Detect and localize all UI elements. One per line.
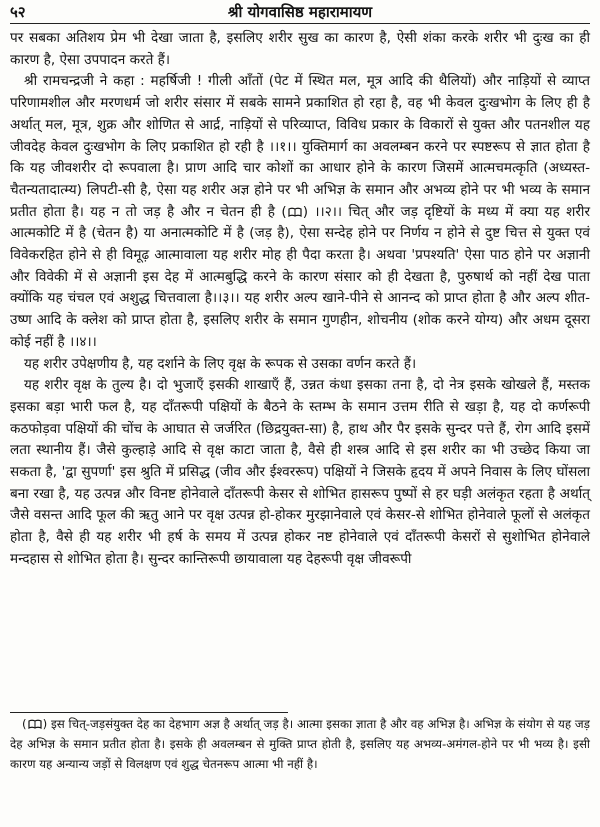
open-book-icon: [288, 207, 302, 217]
page-number: ५२: [10, 3, 26, 21]
paragraph-rama-speech: श्री रामचन्द्रजी ने कहा : महर्षिजी ! गीली आँतों (पेट में स्थित मल, मूत्र आदि की थैलियों) और नाड़ियों से व्याप्त परिणामशील और मरणधर्म जो शरीर संसार में सबके सामने प्रकाशित हो रहा है, वह भी केवल दुःखभोग के लिए ही है अर्थात् मल, मूत्र, शुक्र और शोणित से आर्द्र, नाड़ियों से परिव्याप्त, विविध प्रकार के विकारों से युक्त और पतनशील यह जीवदेह केवल दुःखभोग के लिए प्रकाशित हो रही है ।।१।। युक्तिमार्ग का अवलम्बन करने पर स्पष्टरूप से ज्ञात होता है कि यह जीवशरीर दो रूपवाला है। प्राण आदि चार कोशों का आधार होने के कारण जिसमें आत्मचमत्कृति (अध्यस्त-चैतन्यतादात्म्य) लिपटी-सी है, ऐसा यह शरीर अज्ञ होने पर भी अभिज्ञ के समान और अभव्य होने पर भी भव्य के समान प्रतीत होता है। यह न तो जड़ है और न चेतन ही है ( ) ।।२।। चित् और जड़ दृष्टियों के मध्य में क्या यह शरीर आत्मकोटि में है (चेतन है) या अनात्मकोटि में है (जड़ है), ऐसा सन्देह होने पर निर्णय न होने से दुष्ट चित्त से युक्त एवं विवेकरहित होने से ही विमूढ़ आत्मावाला यह शरीर मोह ही पैदा करता है। अथवा 'प्रपश्यति' ऐसा पाठ होने पर अज्ञानी और विवेकी में से अज्ञानी इस देह में आत्मबुद्धि करने के कारण संसार को ही देखता है, पुरुषार्थ को नहीं देख पाता क्योंकि यह चंचल एवं अशुद्ध चित्तवाला है।।३।। यह शरीर अल्प खाने-पीने से आनन्द को प्राप्त होता है और अल्प शीत-उष्ण आदि के क्लेश को प्राप्त होता है, इसलिए शरीर के समान गुणहीन, शोचनीय (शोक करने योग्य) और अधम दूसरा कोई नहीं है ।।४।।: [10, 73, 591, 350]
paragraph-tree-intro: यह शरीर उपेक्षणीय है, यह दर्शाने के लिए वृक्ष के रूपक से उसका वर्णन करते हैं।: [24, 355, 417, 372]
paragraph-tree-metaphor: यह शरीर वृक्ष के तुल्य है। दो भुजाएँ इसकी शाखाएँ हैं, उन्नत कंधा इसका तना है, दो नेत्र इसके खोखले हैं, मस्तक इसका बड़ा भारी फल है, यह दाँतरूपी पक्षियों के बैठने के स्तम्भ के समान उत्तम रीति से खड़ा है, यह दो कर्णरूपी कठफोड़वा पक्षियों की चोंच के आघात से जर्जरित (छिद्रयुक्त-सा) है, हाथ और पैर इसके सुन्दर पत्ते हैं, रोग आदि इसमें लता स्थानीय हैं। जैसे कुल्हाड़े आदि से वृक्ष काटा जाता है, वैसे ही शस्त्र आदि से इस शरीर का भी उच्छेद किया जा सकता है, 'द्वा सुपर्णा' इस श्रुति में प्रसिद्ध (जीव और ईश्वररूप) पक्षियों ने जिसके हृदय में अपने निवास के लिए घोंसला बना रखा है, यह उत्पन्न और विनष्ट होनेवाले दाँतरूपी केसर से शोभित हासरूप पुष्पों से हर घड़ी अलंकृत रहता है अर्थात् जैसे वसन्त आदि फूल की ऋतु आने पर वृक्ष उत्पन्न हो-होकर मुरझानेवाले एवं केसर-से शोभित होनेवाले फूलों से अलंकृत होता है, वैसे ही यह शरीर भी हर्ष के समय में उत्पन्न होकर नष्ट होनेवाले एवं दाँतरूपी केसरों से सुशोभित होनेवाले मन्दहास से शोभित होता है। सुन्दर कान्तिरूपी छायावाला यह देहरूपी वृक्ष जीवरूपी: [10, 377, 590, 567]
footnote-paragraph: [10, 715, 590, 774]
running-title: श्री योगवासिष्ठ महारामायण: [227, 3, 373, 21]
footnote: [10, 715, 590, 774]
footnote-book-icon: [28, 719, 42, 729]
footnote-text: इस चित्-जड़संयुक्त देह का देहभाग अज्ञ है अर्थात् जड़ है। आत्मा इसका ज्ञाता है और वह अभिज्ञ है। अभिज्ञ के संयोग से यह जड़ देह अभिज्ञ के समान प्रतीत होता है। इसके ही अवलम्बन से मुक्ति प्राप्त होती है, इसलिए यह अभव्य-अमंगल-होने पर भी भव्य है। इसी कारण यह अन्यान्य जड़ों से विलक्षण एवं शुद्ध चेतनरूप आत्मा भी नहीं है।: [10, 717, 590, 771]
footnote-open-paren: (: [22, 717, 27, 731]
footnote-rule: [10, 712, 288, 713]
page-header: [10, 0, 590, 24]
main-text: [10, 28, 590, 571]
paragraph-intro: पर सबका अतिशय प्रेम भी देखा जाता है, इसलिए शरीर सुख का कारण है, ऐसी शंका करके शरीर भी दुःख का ही कारण है, ऐसा उपपादन करते हैं।: [10, 30, 590, 68]
paragraph-rama-speech-text: श्री रामचन्द्रजी ने कहा : महर्षिजी ! गीली आँतों (पेट में स्थित मल, मूत्र आदि की थैलियों) और नाड़ियों से व्याप्त परिणामशील और मरणधर्म जो शरीर संसार में सबके सामने प्रकाशित हो रहा है, वह भी केवल दुःखभोग के लिए ही है अर्थात् मल, मूत्र, शुक्र और शोणित से आर्द्र, नाड़ियों से परिव्याप्त, विविध प्रकार के विकारों से युक्त और पतनशील यह जीवदेह केवल दुःखभोग के लिए प्रकाशित हो रही है ।।१।। युक्तिमार्ग का अवलम्बन करने पर स्पष्टरूप से ज्ञात होता है कि यह जीवशरीर दो रूपवाला है। प्राण आदि चार कोशों का आधार होने के कारण जिसमें आत्मचमत्कृति (अध्यस्त-चैतन्यतादात्म्य) लिपटी-सी है, ऐसा यह शरीर अज्ञ होने पर भी अभिज्ञ के समान और अभव्य होने पर भी भव्य के समान प्रतीत होता है। यह न तो जड़ है और न चेतन ही है: [10, 73, 590, 220]
paragraph-rama-speech-cont: ।।२।। चित् और जड़ दृष्टियों के मध्य में क्या यह शरीर आत्मकोटि में है (चेतन है) या अनात्मकोटि में है (जड़ है), ऐसा सन्देह होने पर निर्णय न होने से दुष्ट चित्त से युक्त एवं विवेकरहित होने से ही विमूढ़ आत्मावाला यह शरीर मोह ही पैदा करता है। अथवा 'प्रपश्यति' ऐसा पाठ होने पर अज्ञानी और विवेकी में से अज्ञानी इस देह में आत्मबुद्धि करने के कारण संसार को ही देखता है, पुरुषार्थ को नहीं देख पाता क्योंकि यह चंचल एवं अशुद्ध चित्तवाला है।।३।। यह शरीर अल्प खाने-पीने से आनन्द को प्राप्त होता है और अल्प शीत-उष्ण आदि के क्लेश को प्राप्त होता है, इसलिए शरीर के समान गुणहीन, शोचनीय (शोक करने योग्य) और अधम दूसरा कोई नहीं है ।।४।।: [10, 203, 591, 350]
footnote-close-paren: ): [42, 717, 48, 731]
header-rule: [10, 23, 590, 24]
